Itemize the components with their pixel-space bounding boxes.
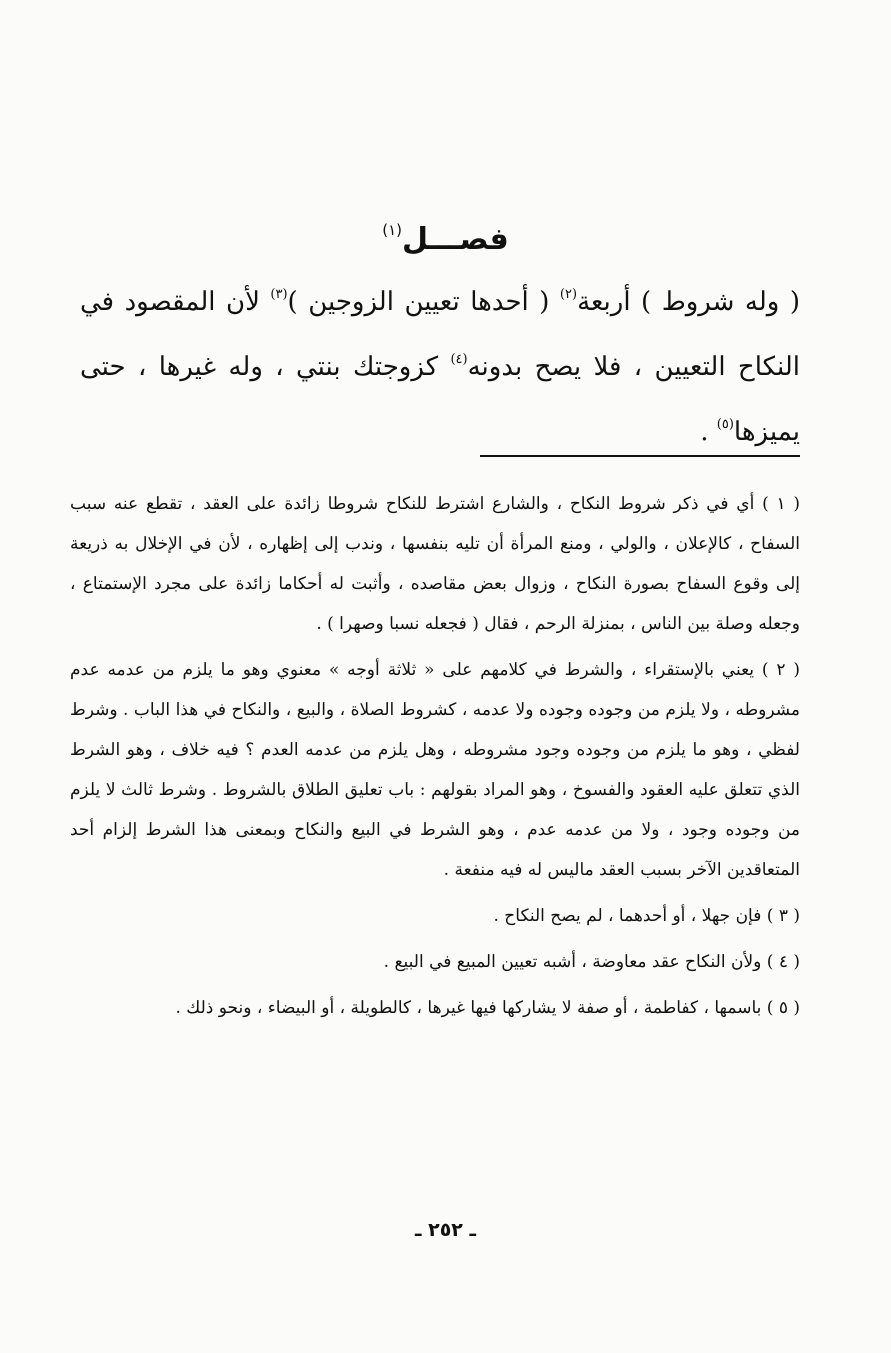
footnote-3: ( ٣ ) فإن جهلا ، أو أحدهما ، لم يصح النكاح . <box>493 906 800 926</box>
main-text-part: ( أحدها تعيين الزوجين ) <box>287 287 560 317</box>
main-text-part: لأن المقصود في النكاح التعيين ، فلا يصح بدونه <box>80 287 800 382</box>
footnote-ref: (٤) <box>450 352 468 367</box>
footnote-2: ( ٢ ) يعني بالإستقراء ، والشرط في كلامهم على « ثلاثة أوجه » معنوي وهو ما يلزم من عدمه عدم مشروطه ، ولا يلزم من وجوده وجوده ولا عدمه ، كشروط الصلاة ، والبيع ، والنكاح في هذا الباب . وشرط لفظي ، وهو ما يلزم من وجوده وجود مشروطه ، وهل يلزم من عدمه العدم ؟ فيه خلاف ، وهو الشرط الذي تتعلق عليه العقود والفسوخ ، وهو المراد بقولهم : باب تعليق الطلاق بالشروط . وشرط ثالث لا يلزم من وجوده وجود ، ولا من عدمه عدم ، وهو الشرط في البيع والنكاح وبمعنى هذا الشرط إلزام أحد المتعاقدين الآخر بسبب العقد ماليس له فيه منفعة . <box>70 660 800 880</box>
heading-footnote-ref: (١) <box>382 221 403 239</box>
footnote-ref: (٥) <box>716 417 734 432</box>
main-text-part: . <box>700 417 717 447</box>
footnote-5: ( ٥ ) باسمها ، كفاطمة ، أو صفة لا يشاركها فيها غيرها ، كالطويلة ، أو البيضاء ، ونحو ذلك . <box>175 998 800 1018</box>
footnote-4: ( ٤ ) ولأن النكاح عقد معاوضة ، أشبه تعيين المبيع في البيع . <box>383 952 800 972</box>
section-heading <box>0 205 891 265</box>
main-text-part: ( وله شروط ) أربعة <box>577 287 800 317</box>
page-number: ـ ٢٥٢ ـ <box>414 1219 476 1241</box>
main-text-part: كزوجتك بنتي ، وله غيرها ، حتى يميزها <box>80 352 800 447</box>
footnotes-section <box>70 484 800 1034</box>
heading-title: فصـــل <box>402 222 509 257</box>
footnote-divider <box>480 455 800 457</box>
footnote-ref: (٣) <box>270 287 288 302</box>
footnote-ref: (٢) <box>559 287 578 302</box>
main-text-paragraph <box>80 266 800 461</box>
footnote-1: ( ١ ) أي في ذكر شروط النكاح ، والشارع اشترط للنكاح شروطا زائدة على العقد ، تقطع عنه سبب السفاح ، كالإعلان ، والولي ، ومنع المرأة أن تليه بنفسها ، وندب إلى إظهاره ، لأن في الإخلال به ذريعة إلى وقوع السفاح بصورة النكاح ، وزوال بعض مقاصده ، وأثبت له أحكاما زائدة على مجرد الإستمتاع ، وجعله وصلة بين الناس ، بمنزلة الرحم ، فقال ( فجعله نسبا وصهرا ) . <box>70 494 800 634</box>
